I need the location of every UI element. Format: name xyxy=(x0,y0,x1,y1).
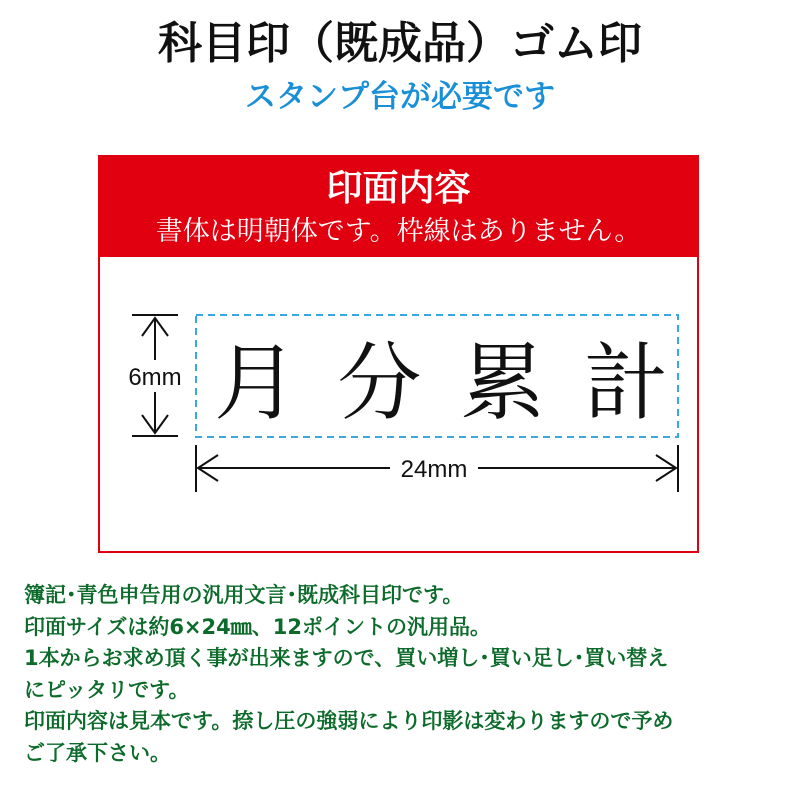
description-line: にピッタリです。 xyxy=(24,677,190,702)
stamp-imprint-text xyxy=(206,318,676,434)
card-font-note: 書体は明朝体です。枠線はありません。 xyxy=(155,216,642,247)
description-line: 印面内容は見本です。捺し圧の強弱により印影は変わりますので予め xyxy=(24,709,674,733)
description-line: ご了承下さい。 xyxy=(24,740,171,765)
card-heading: 印面内容 xyxy=(326,168,471,209)
page-title: 科目印（既成品）ゴム印 xyxy=(158,18,642,69)
description-line: 印面サイズは約6×24㎜、12ポイントの汎用品。 xyxy=(24,614,491,639)
stamp-char: 累 xyxy=(460,333,545,432)
description-line: 1本からお求め頂く事が出来ますので、買い増し･買い足し･買い替え xyxy=(24,646,669,670)
width-label: 24mm xyxy=(400,456,468,483)
description-line: 簿記･青色申告用の汎用文言･既成科目印です。 xyxy=(24,583,464,607)
page-subtitle: スタンプ台が必要です xyxy=(245,79,555,115)
height-label: 6mm xyxy=(128,364,182,391)
stamp-char: 月 xyxy=(214,333,299,432)
stamp-char: 分 xyxy=(337,333,422,432)
stamp-char: 計 xyxy=(583,333,668,432)
product-description xyxy=(24,580,794,769)
